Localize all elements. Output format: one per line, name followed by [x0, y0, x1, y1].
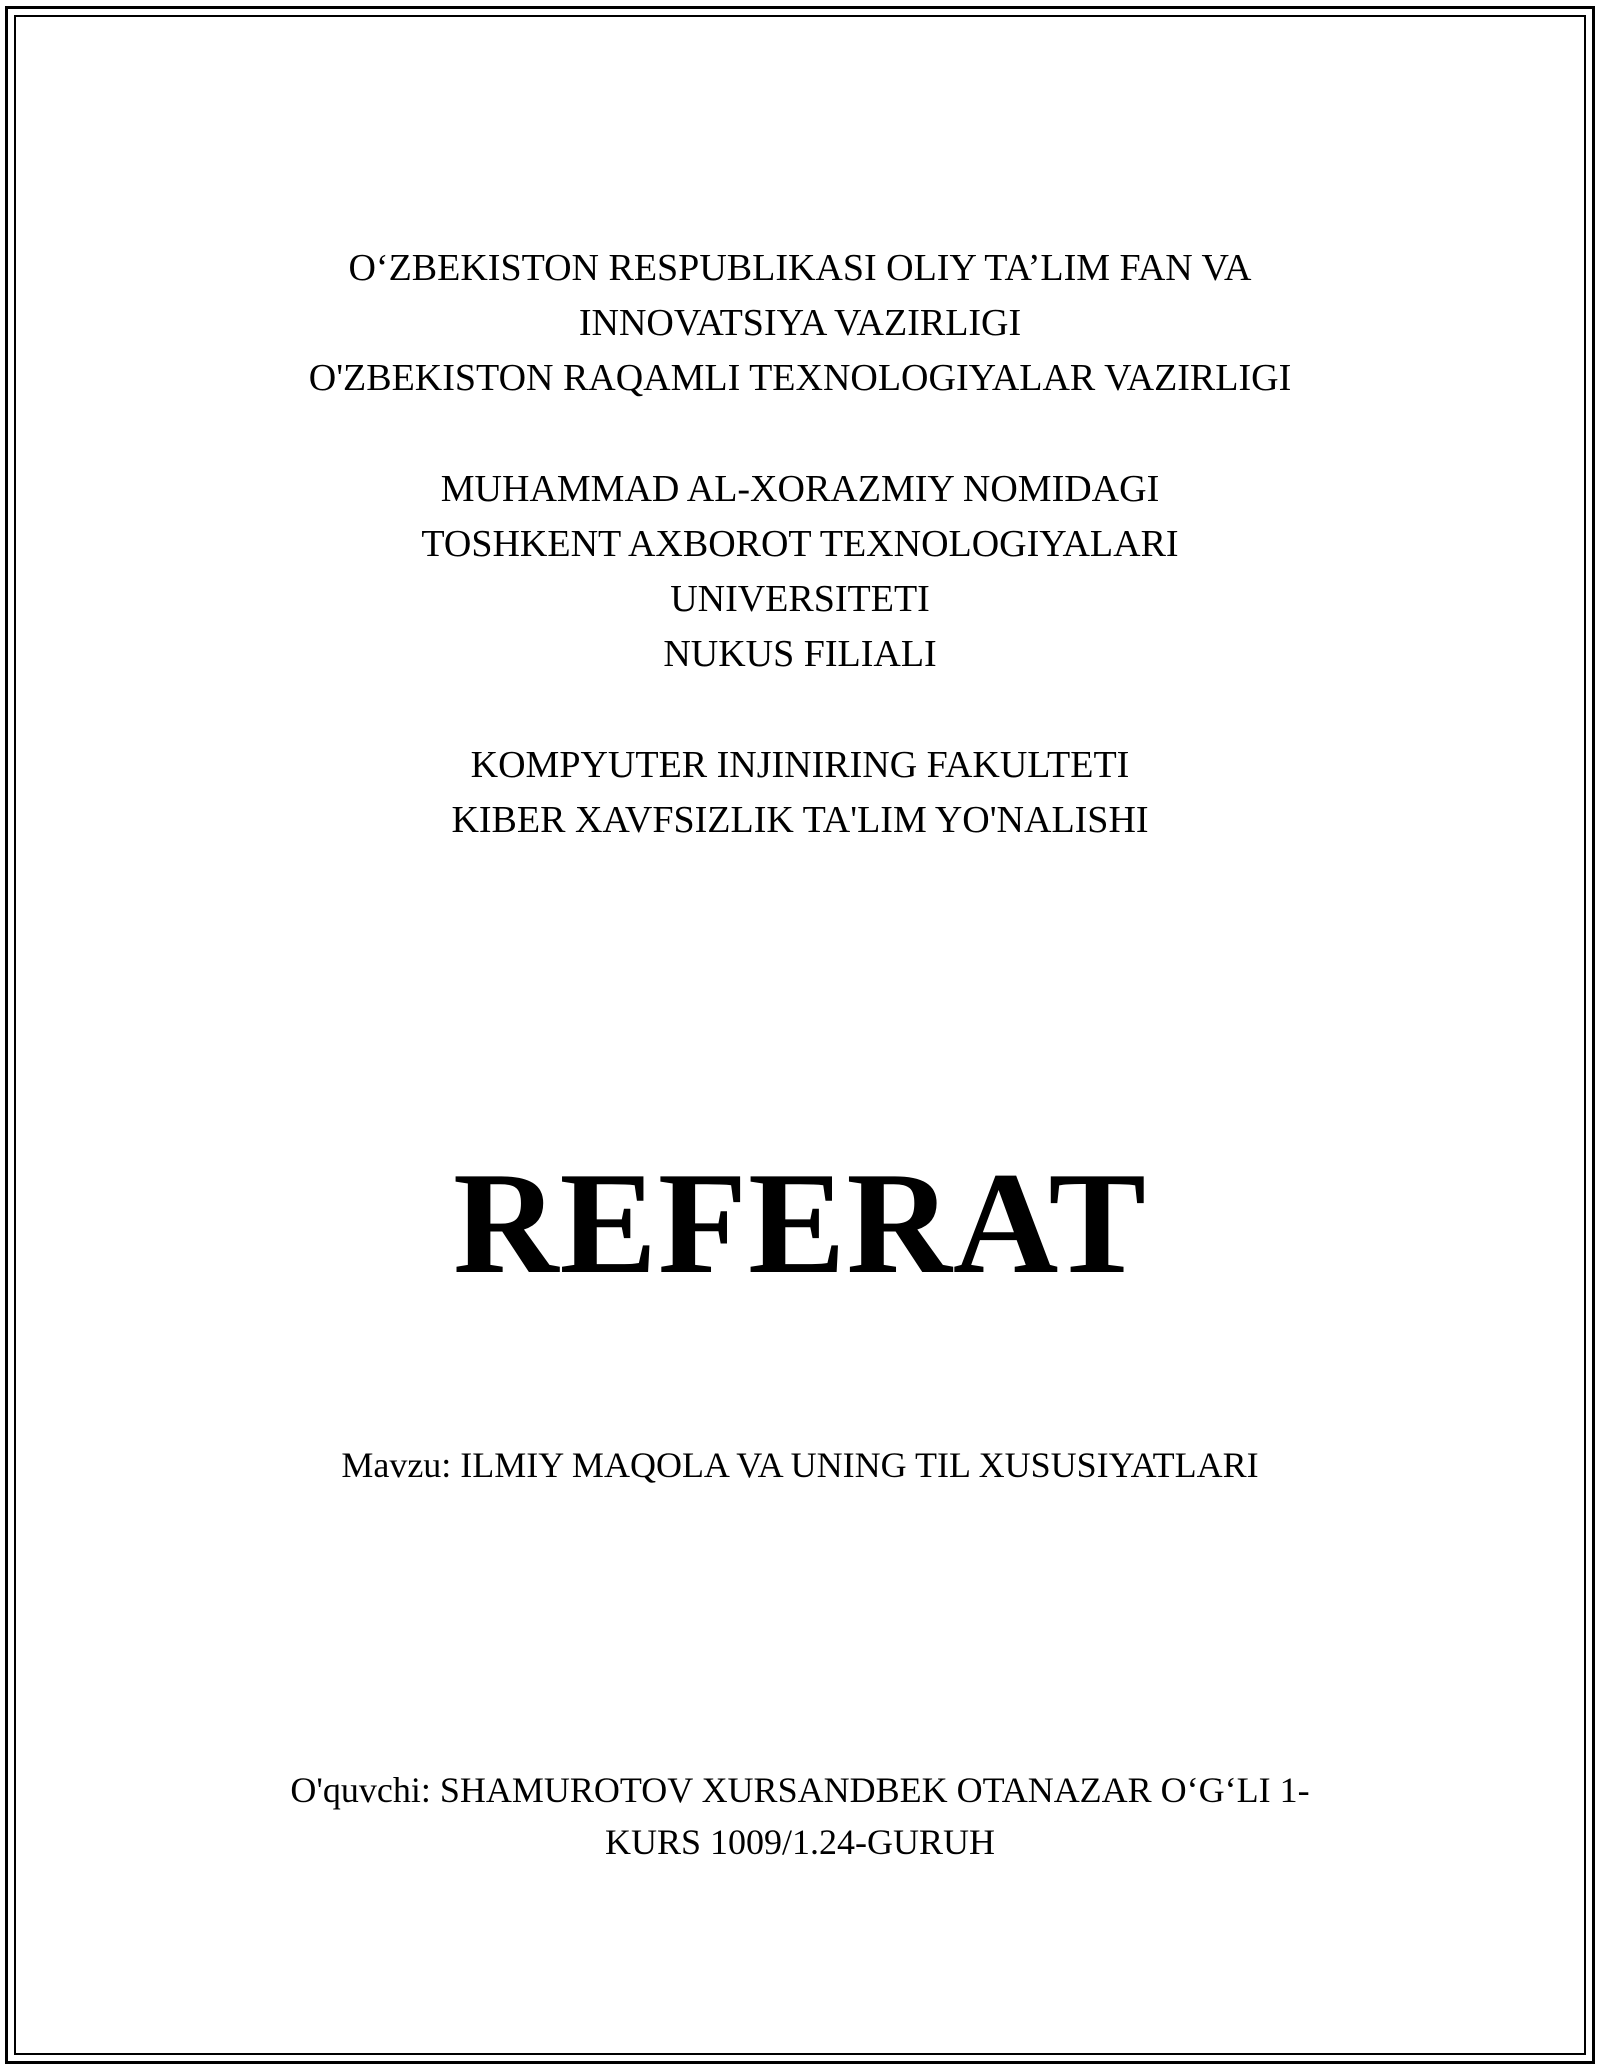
ministry-line-1: O‘ZBEKISTON RESPUBLIKASI OLIY TA’LIM FAN VA [348, 247, 1252, 289]
faculty-line-1: KOMPYUTER INJINIRING FAKULTETI [470, 744, 1130, 786]
university-line-1: MUHAMMAD AL-XORAZMIY NOMIDAGI [440, 468, 1160, 510]
faculty-line-2: KIBER XAVFSIZLIK TA'LIM YO'NALISHI [451, 799, 1149, 841]
ministry-line-2: INNOVATSIYA VAZIRLIGI [578, 302, 1022, 344]
university-line-4: NUKUS FILIALI [663, 633, 937, 675]
university-line-3: UNIVERSITETI [670, 578, 930, 620]
student-line-2: KURS 1009/1.24-GURUH [604, 1822, 996, 1862]
ministry-header [0, 241, 1600, 406]
topic-line: Mavzu: ILMIY MAQOLA VA UNING TIL XUSUSIYATLARI [341, 1445, 1259, 1485]
student-line-1: O'quvchi: SHAMUROTOV XURSANDBEK OTANAZAR O‘G‘LI 1- [290, 1770, 1310, 1810]
university-header [0, 462, 1600, 682]
university-line-2: TOSHKENT AXBOROT TEXNOLOGIYALARI [421, 523, 1179, 565]
ministry-line-3: O'ZBEKISTON RAQAMLI TEXNOLOGIYALAR VAZIRLIGI [308, 357, 1292, 399]
faculty-header [0, 738, 1600, 848]
student-info [0, 1764, 1600, 1868]
document-title: REFERAT [453, 1142, 1147, 1304]
